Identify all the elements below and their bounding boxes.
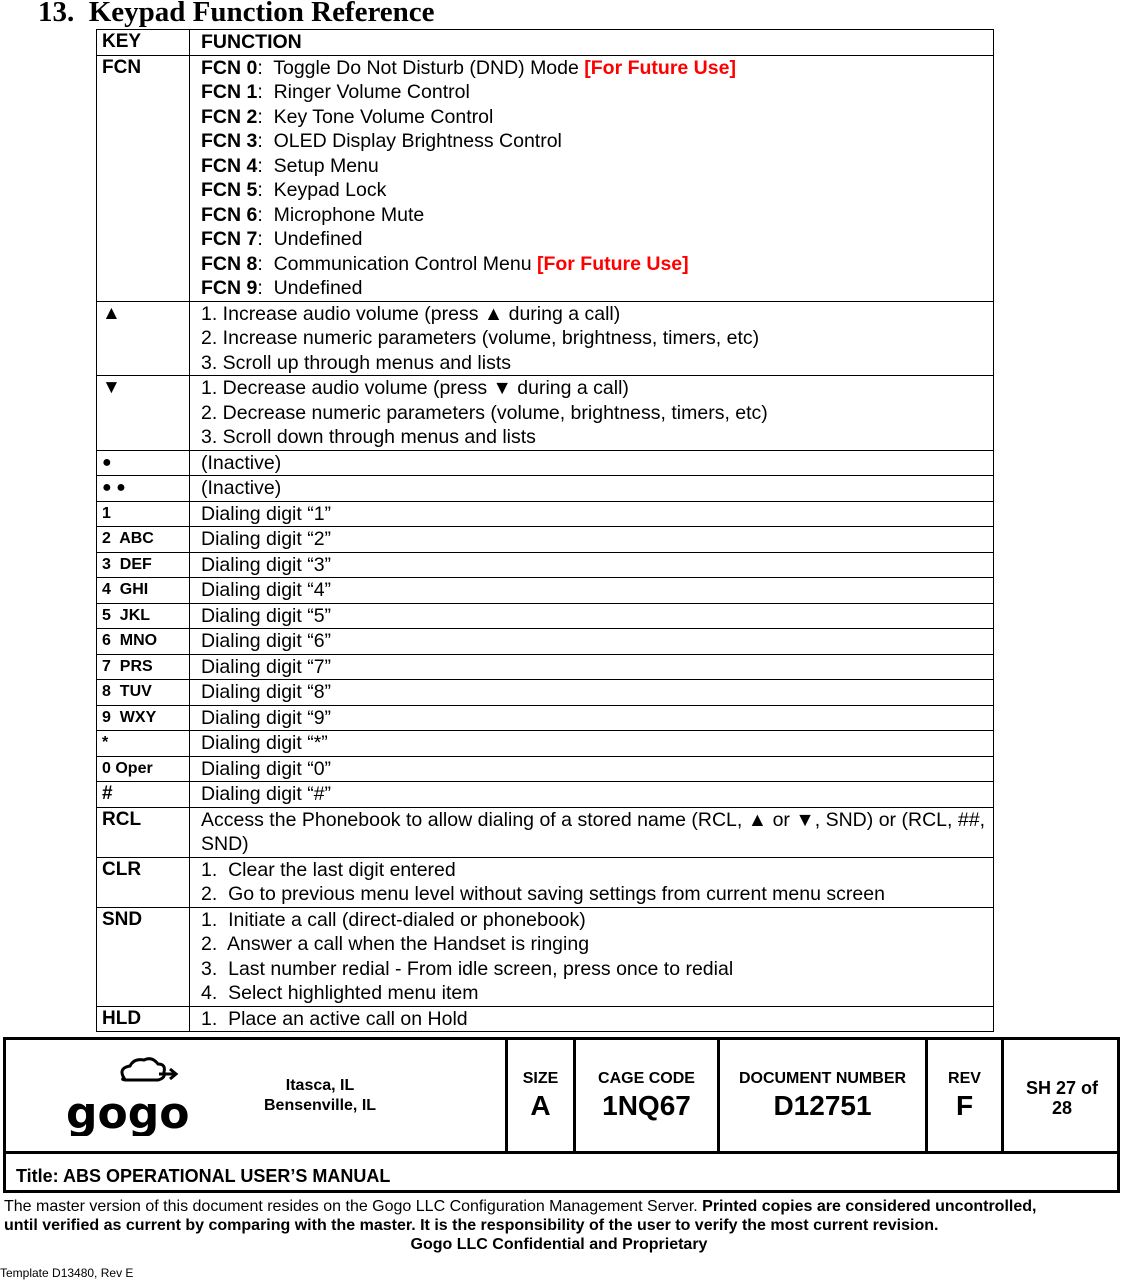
key-cell: 5 JKL	[97, 603, 190, 629]
fcn-line: FCN 7: Undefined	[201, 228, 363, 250]
double-dot-icon: ● ●	[97, 476, 190, 502]
section-heading: 13. Keypad Function Reference	[38, 0, 435, 28]
key-cell: 9 WXY	[97, 705, 190, 731]
table-row-double-dot	[97, 476, 994, 502]
key-cell: 4 GHI	[97, 578, 190, 604]
fcn-line: FCN 4: Setup Menu	[201, 154, 379, 177]
title-block	[3, 1037, 1120, 1193]
header-key: KEY	[97, 30, 190, 56]
fcn-line: FCN 5: Keypad Lock	[201, 179, 387, 201]
function-cell: 1. Clear the last digit entered 2. Go to previous menu level without saving settings from current menu screen	[190, 857, 994, 907]
function-cell: Dialing digit “8”	[190, 680, 994, 706]
table-row	[97, 629, 994, 655]
table-row-clr	[97, 857, 994, 907]
function-cell: Dialing digit “3”	[190, 552, 994, 578]
table-row	[97, 731, 994, 757]
header-function: FUNCTION	[190, 30, 994, 56]
function-cell: Dialing digit “6”	[190, 629, 994, 655]
dot-icon: ●	[97, 450, 190, 476]
up-arrow-icon: ▲	[97, 301, 190, 376]
table-row-fcn	[97, 55, 994, 301]
key-cell: 0 Oper	[97, 756, 190, 782]
function-cell: Dialing digit “0”	[190, 756, 994, 782]
fcn-line: FCN 1: Ringer Volume Control	[201, 81, 470, 103]
key-cell: 3 DEF	[97, 552, 190, 578]
function-cell: Dialing digit “2”	[190, 527, 994, 553]
function-cell: (Inactive)	[190, 450, 994, 476]
function-cell: Dialing digit “4”	[190, 578, 994, 604]
function-cell: Dialing digit “*”	[190, 731, 994, 757]
location: Itasca, IL Bensenville, IL	[264, 1077, 377, 1114]
key-cell: SND	[97, 907, 190, 1006]
key-cell: #	[97, 782, 190, 808]
table-row	[97, 782, 994, 808]
table-row-dot	[97, 450, 994, 476]
table-row-up	[97, 301, 994, 376]
key-cell: FCN	[97, 55, 190, 301]
function-cell: (Inactive)	[190, 476, 994, 502]
keypad-function-table	[96, 29, 994, 1032]
key-cell: 6 MNO	[97, 629, 190, 655]
cage-code-cell: CAGE CODE 1NQ67	[576, 1040, 720, 1151]
sheet-cell: SH 27 of 28	[1025, 1078, 1099, 1118]
table-row-rcl	[97, 807, 994, 857]
document-title: Title: ABS OPERATIONAL USER’S MANUAL	[16, 1166, 391, 1186]
down-arrow-icon: ▼	[97, 376, 190, 451]
confidential-label: Gogo LLC Confidential and Proprietary	[410, 1236, 708, 1253]
key-cell: 2 ABC	[97, 527, 190, 553]
key-cell: 1	[97, 501, 190, 527]
table-row	[97, 527, 994, 553]
table-row	[97, 680, 994, 706]
function-cell: Dialing digit “#”	[190, 782, 994, 808]
table-row	[97, 756, 994, 782]
table-row	[97, 705, 994, 731]
function-cell: 1. Place an active call on Hold	[190, 1006, 994, 1032]
table-row	[97, 578, 994, 604]
function-cell: 1. Decrease audio volume (press ▼ during a call) 2. Decrease numeric parameters (volume, brightness, timers, etc) 3. Scroll down through menus and lists	[190, 376, 994, 451]
revision-cell: REV F	[928, 1040, 1004, 1151]
table-row-down	[97, 376, 994, 451]
table-row	[97, 501, 994, 527]
future-use-note: [For Future Use]	[536, 252, 689, 275]
key-cell: 8 TUV	[97, 680, 190, 706]
fcn-line: FCN 9: Undefined	[201, 277, 363, 299]
future-use-note: [For Future Use]	[584, 56, 736, 79]
table-row	[97, 654, 994, 680]
fcn-line: FCN 8: Communication Control Menu [For Future Use]	[201, 252, 689, 275]
fcn-line: FCN 6: Microphone Mute	[201, 203, 425, 226]
document-number-cell: DOCUMENT NUMBER D12751	[720, 1040, 928, 1151]
template-id: Template D13480, Rev E	[0, 1266, 134, 1280]
table-row-hld	[97, 1006, 994, 1032]
svg-text:gogo: gogo	[66, 1088, 190, 1136]
function-cell	[190, 55, 994, 301]
key-cell: *	[97, 731, 190, 757]
key-cell: HLD	[97, 1006, 190, 1032]
fcn-line: FCN 3: OLED Display Brightness Control	[201, 130, 562, 152]
table-row-snd	[97, 907, 994, 1006]
title-block-row	[6, 1040, 1117, 1154]
function-cell: Access the Phonebook to allow dialing of a stored name (RCL, ▲ or ▼, SND) or (RCL, ##, SND)	[190, 807, 994, 857]
table-row	[97, 603, 994, 629]
function-cell: Dialing digit “5”	[190, 603, 994, 629]
size-cell: SIZE A	[508, 1040, 576, 1151]
function-cell: Dialing digit “9”	[190, 705, 994, 731]
key-cell: RCL	[97, 807, 190, 857]
function-cell: 1. Initiate a call (direct-dialed or phonebook) 2. Answer a call when the Handset is ringing 3. Last number redial - From idle screen, press once to redial 4. Select highlighted menu item	[190, 907, 994, 1006]
gogo-logo-icon	[64, 1056, 194, 1136]
key-cell: CLR	[97, 857, 190, 907]
function-cell: Dialing digit “7”	[190, 654, 994, 680]
fcn-line: FCN 0: Toggle Do Not Disturb (DND) Mode [For Future Use]	[201, 56, 736, 79]
table-header-row	[97, 30, 994, 56]
key-cell: 7 PRS	[97, 654, 190, 680]
function-cell: Dialing digit “1”	[190, 501, 994, 527]
function-cell: 1. Increase audio volume (press ▲ during a call) 2. Increase numeric parameters (volume, brightness, timers, etc) 3. Scroll up through menus and lists	[190, 301, 994, 376]
logo-cell	[6, 1040, 508, 1151]
fcn-line: FCN 2: Key Tone Volume Control	[201, 105, 494, 128]
table-row	[97, 552, 994, 578]
footer-notice: The master version of this document resides on the Gogo LLC Configuration Management Server. Printed copies are considered uncontrolled, until verified as current by comparing with the master. It is the responsibility of the user to verify the most current revision. Gogo LLC Confidential and Proprietary	[4, 1197, 1114, 1254]
